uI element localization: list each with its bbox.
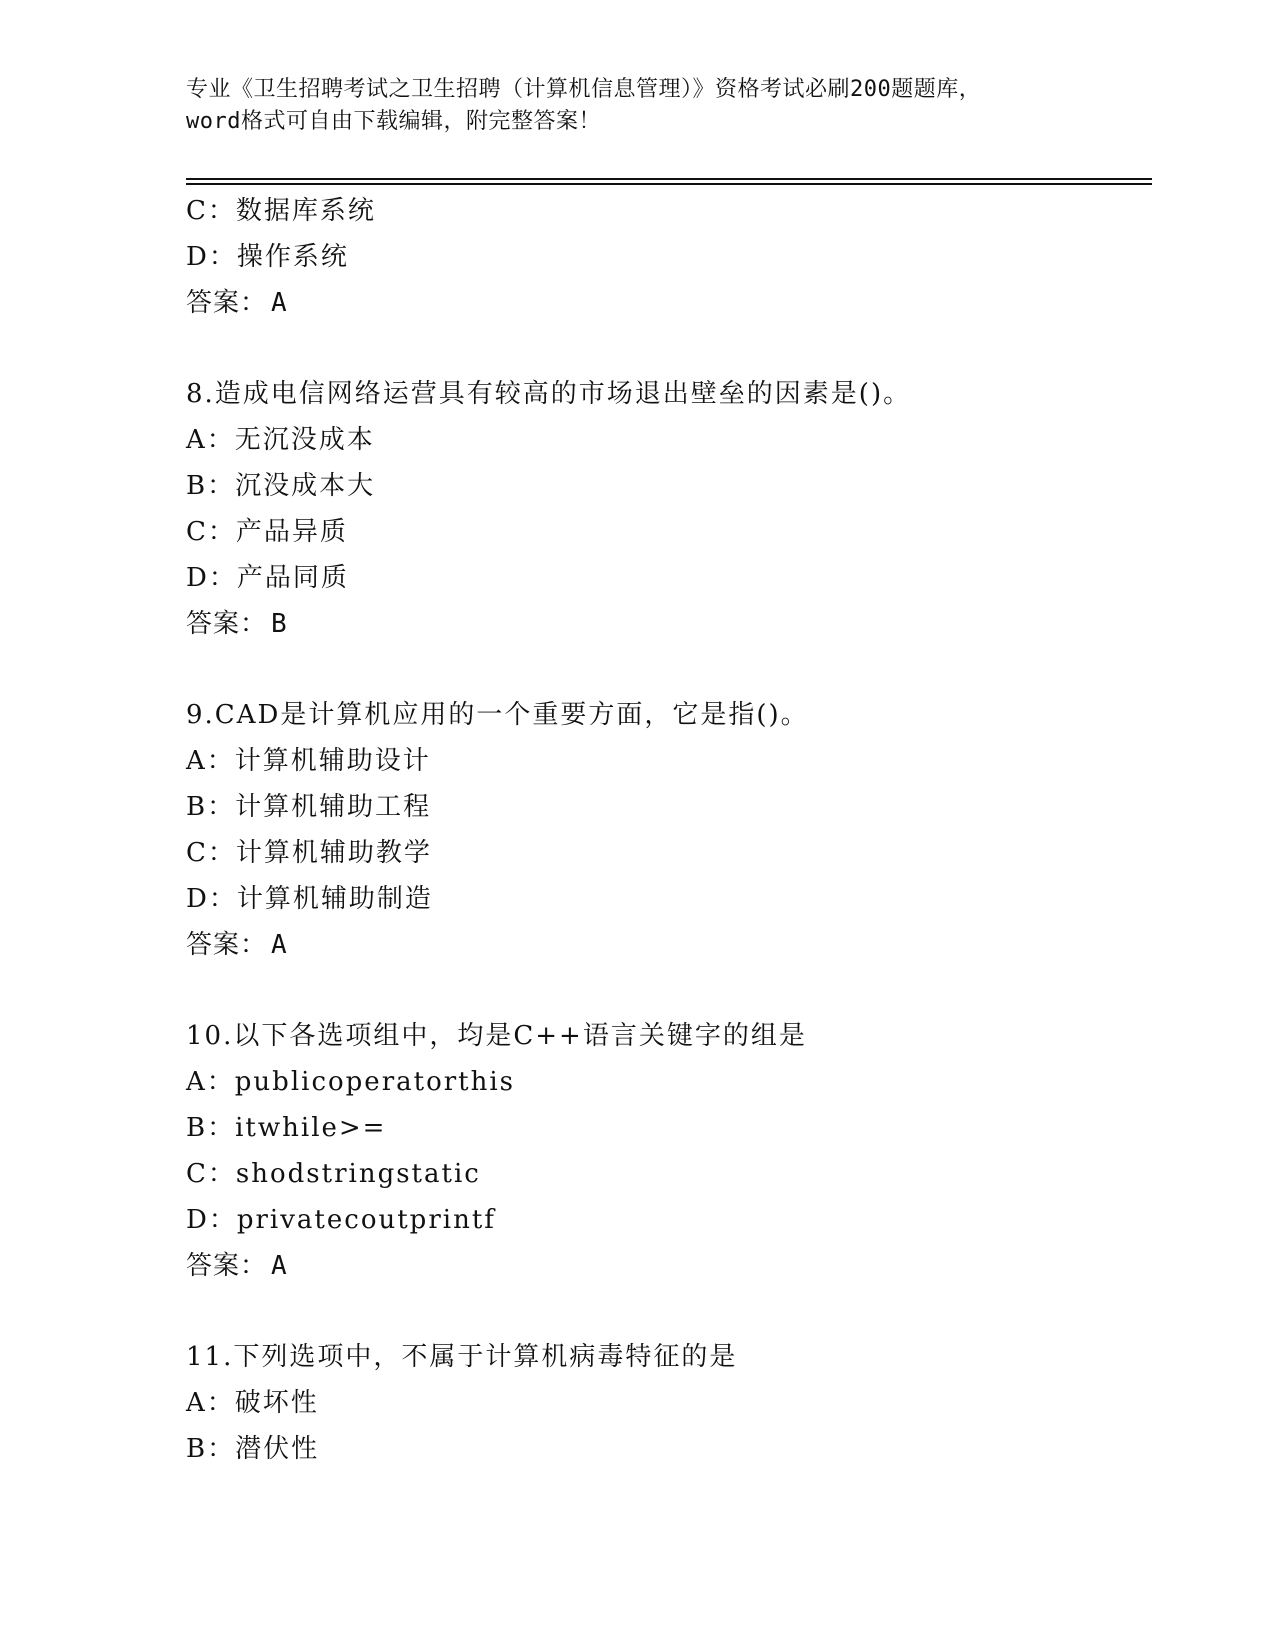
option-b xyxy=(186,784,1146,830)
answer-value: A xyxy=(271,930,288,960)
option-d xyxy=(186,234,1146,280)
answer-label: 答案： xyxy=(186,1251,268,1281)
answer-label: 答案： xyxy=(186,288,268,318)
answer-line xyxy=(186,280,1146,326)
option-label: A： xyxy=(186,1067,235,1097)
option-text: privatecoutprintf xyxy=(236,1205,496,1235)
question-10 xyxy=(186,1013,1146,1289)
option-text: 产品异质 xyxy=(235,517,348,547)
option-label: C： xyxy=(186,1159,236,1189)
option-text: publicoperatorthis xyxy=(234,1067,516,1097)
option-b xyxy=(186,1426,1146,1472)
option-c xyxy=(186,830,1146,876)
question-8 xyxy=(186,371,1146,647)
option-label: C： xyxy=(186,517,236,547)
option-text: 操作系统 xyxy=(236,242,349,272)
answer-value: A xyxy=(271,1251,288,1281)
option-d xyxy=(186,876,1146,922)
option-a xyxy=(186,738,1146,784)
option-b xyxy=(186,463,1146,509)
question-stem: 8.造成电信网络运营具有较高的市场退出壁垒的因素是()。 xyxy=(186,379,912,409)
question-stem: 11.下列选项中，不属于计算机病毒特征的是 xyxy=(186,1342,738,1372)
option-label: C： xyxy=(186,196,236,226)
option-text: 计算机辅助制造 xyxy=(236,884,433,914)
option-text: 沉没成本大 xyxy=(235,471,376,501)
option-label: D： xyxy=(186,563,237,593)
question-list xyxy=(186,188,1146,1472)
option-label: B： xyxy=(186,471,236,501)
option-text: 破坏性 xyxy=(234,1388,319,1418)
option-text: 潜伏性 xyxy=(235,1434,320,1464)
answer-value: B xyxy=(271,609,288,639)
answer-label: 答案： xyxy=(186,930,268,960)
question-11 xyxy=(186,1334,1146,1472)
option-label: A： xyxy=(186,746,235,776)
answer-value: A xyxy=(271,288,288,318)
option-text: 产品同质 xyxy=(236,563,349,593)
question-stem: 9.CAD是计算机应用的一个重要方面，它是指()。 xyxy=(186,700,809,730)
option-text: 计算机辅助设计 xyxy=(234,746,431,776)
option-label: D： xyxy=(186,1205,237,1235)
option-text: 无沉没成本 xyxy=(234,425,375,455)
answer-line xyxy=(186,1243,1146,1289)
option-c xyxy=(186,1151,1146,1197)
option-a xyxy=(186,1380,1146,1426)
header-title-line-2: word格式可自由下载编辑，附完整答案！ xyxy=(186,109,601,134)
option-d xyxy=(186,1197,1146,1243)
option-text: 计算机辅助工程 xyxy=(235,792,432,822)
option-d xyxy=(186,555,1146,601)
option-a xyxy=(186,1059,1146,1105)
option-a xyxy=(186,417,1146,463)
question-9 xyxy=(186,692,1146,968)
answer-line xyxy=(186,601,1146,647)
option-b xyxy=(186,1105,1146,1151)
question-stem: 10.以下各选项组中，均是C++语言关键字的组是 xyxy=(186,1021,807,1051)
option-c xyxy=(186,509,1146,555)
question-7-partial xyxy=(186,188,1146,326)
option-c xyxy=(186,188,1146,234)
answer-line xyxy=(186,922,1146,968)
option-label: A： xyxy=(186,425,235,455)
option-label: D： xyxy=(186,884,237,914)
option-label: D： xyxy=(186,242,237,272)
option-text: itwhile>= xyxy=(235,1113,387,1143)
option-text: 计算机辅助教学 xyxy=(235,838,432,868)
option-label: B： xyxy=(186,1113,236,1143)
answer-label: 答案： xyxy=(186,609,268,639)
document-header xyxy=(186,74,1086,138)
header-title-line-1: 专业《卫生招聘考试之卫生招聘（计算机信息管理）》资格考试必刷200题题库， xyxy=(186,77,982,102)
header-divider-bottom xyxy=(186,183,1152,185)
option-text: 数据库系统 xyxy=(235,196,376,226)
header-divider-top xyxy=(186,178,1152,180)
option-label: B： xyxy=(186,792,236,822)
option-label: A： xyxy=(186,1388,235,1418)
option-label: C： xyxy=(186,838,236,868)
option-text: shodstringstatic xyxy=(235,1159,481,1189)
option-label: B： xyxy=(186,1434,236,1464)
